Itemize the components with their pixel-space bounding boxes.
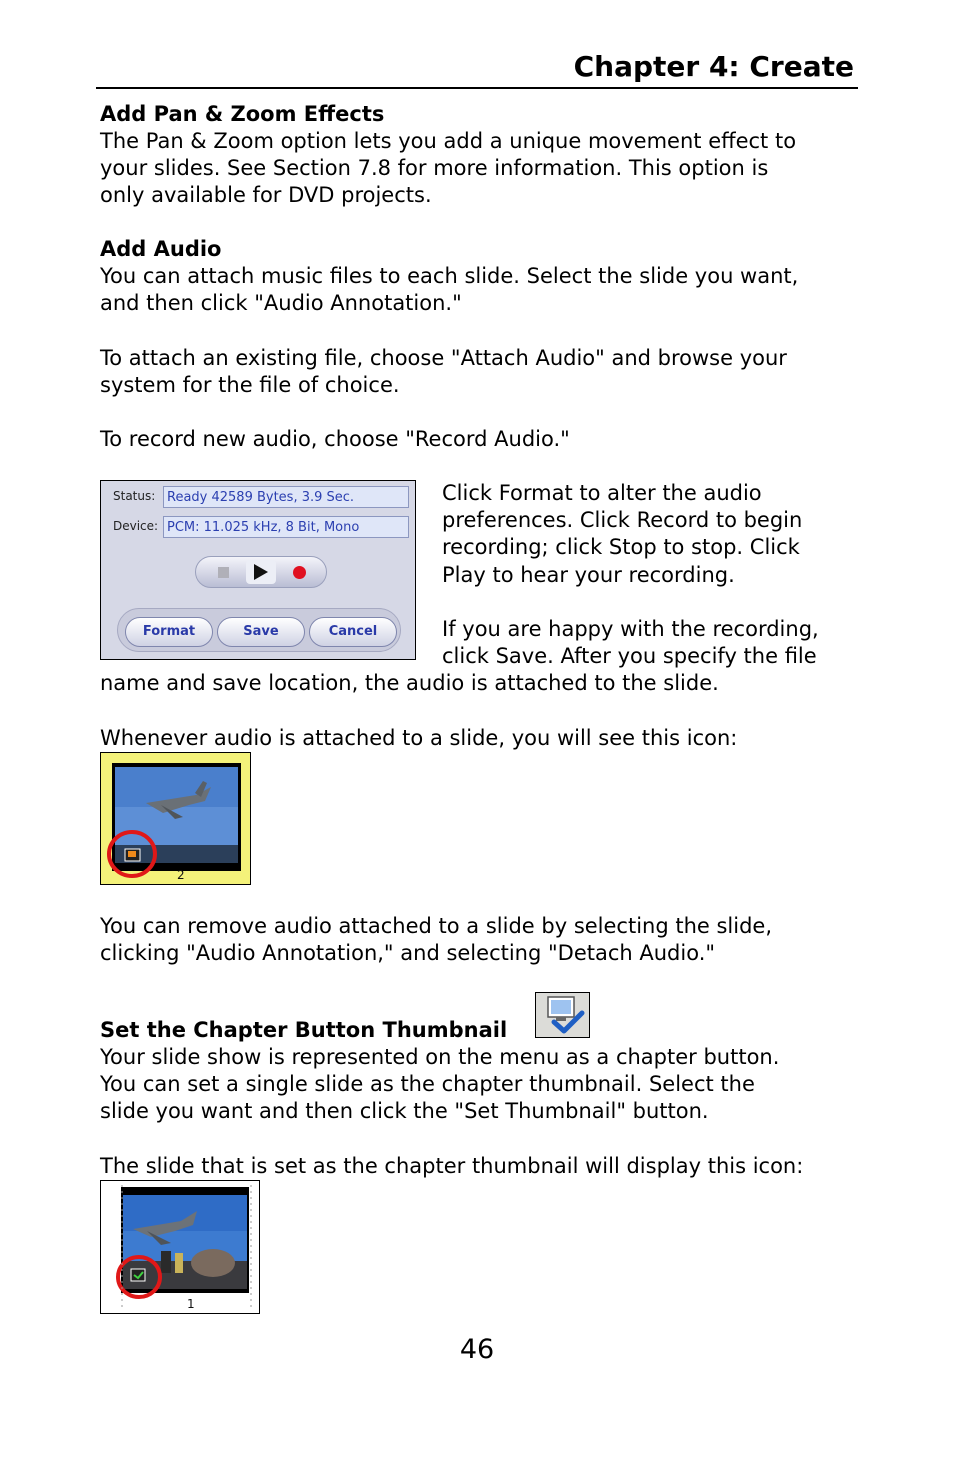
text-line: The Pan & Zoom option lets you add a unique movement effect to (100, 129, 797, 153)
text-line: Your slide show is represented on the menu as a chapter button. (100, 1045, 780, 1069)
audio-paragraph-4 (100, 670, 870, 697)
text-line: To record new audio, choose "Record Audio." (100, 427, 570, 451)
status-label: Status: (113, 489, 156, 503)
text-line: Play to hear your recording. (442, 562, 735, 587)
chapter-thumbnail-paragraph-1 (100, 1044, 870, 1126)
audio-paragraph-1 (100, 263, 870, 317)
text-line: and then click "Audio Annotation." (100, 291, 462, 316)
pan-zoom-heading: Add Pan & Zoom Effects (100, 102, 385, 126)
text-line: only available for DVD projects. (100, 183, 432, 208)
record-icon (293, 566, 306, 579)
stop-button[interactable] (208, 560, 238, 584)
device-label: Device: (113, 519, 159, 533)
add-audio-heading: Add Audio (100, 237, 222, 261)
text-line: slide you want and then click the "Set Thumbnail" button. (100, 1099, 709, 1124)
jet-photo (101, 753, 250, 884)
recorder-description-1 (442, 480, 802, 589)
text-line: Whenever audio is attached to a slide, you will see this icon: (100, 726, 738, 750)
pan-zoom-paragraph (100, 128, 870, 210)
text-line: click Save. After you specify the file (442, 644, 817, 669)
text-line: If you are happy with the recording, (442, 617, 819, 641)
play-button[interactable] (246, 560, 276, 584)
text-line: You can remove audio attached to a slide by selecting the slide, (100, 914, 773, 938)
audio-paragraph-5 (100, 725, 870, 752)
slide-number: 2 (177, 868, 185, 882)
text-line: preferences. Click Record to begin (442, 508, 803, 533)
set-thumbnail-icon (535, 992, 590, 1038)
slide-number: 1 (187, 1297, 195, 1311)
chapter-thumbnail-paragraph-2 (100, 1153, 870, 1180)
cancel-button[interactable]: Cancel (309, 617, 397, 647)
record-button[interactable] (284, 560, 314, 584)
format-button[interactable]: Format (125, 617, 213, 647)
status-field: Ready 42589 Bytes, 3.9 Sec. (163, 486, 409, 508)
save-button[interactable]: Save (217, 617, 305, 647)
play-icon (254, 564, 268, 580)
text-line: You can attach music files to each slide. Select the slide you want, (100, 264, 799, 288)
text-line: recording; click Stop to stop. Click (442, 535, 800, 560)
device-field: PCM: 11.025 kHz, 8 Bit, Mono (163, 516, 409, 538)
jet-carrier-photo (101, 1181, 259, 1313)
text-line: You can set a single slide as the chapter thumbnail. Select the (100, 1072, 755, 1097)
page-number: 46 (459, 1334, 495, 1365)
chapter-thumbnail-heading: Set the Chapter Button Thumbnail (100, 1018, 508, 1042)
header-rule (96, 87, 858, 89)
text-line: To attach an existing file, choose "Attach Audio" and browse your (100, 346, 787, 370)
text-line: system for the file of choice. (100, 373, 400, 398)
stop-icon (218, 567, 229, 578)
transport-controls (195, 556, 327, 588)
audio-paragraph-2 (100, 345, 870, 399)
text-line: clicking "Audio Annotation," and selecting "Detach Audio." (100, 941, 716, 966)
chapter-slide-thumbnail (100, 1180, 260, 1314)
audio-slide-thumbnail (100, 752, 251, 885)
recorder-description-2 (442, 616, 819, 670)
audio-recorder-dialog (100, 480, 416, 660)
chapter-title: Chapter 4: Create (573, 50, 854, 83)
text-line: The slide that is set as the chapter thumbnail will display this icon: (100, 1154, 804, 1178)
text-line: your slides. See Section 7.8 for more information. This option is (100, 156, 769, 181)
text-line: Click Format to alter the audio (442, 481, 762, 505)
audio-paragraph-3 (100, 426, 870, 453)
audio-paragraph-6 (100, 913, 870, 967)
text-line: name and save location, the audio is attached to the slide. (100, 671, 719, 695)
